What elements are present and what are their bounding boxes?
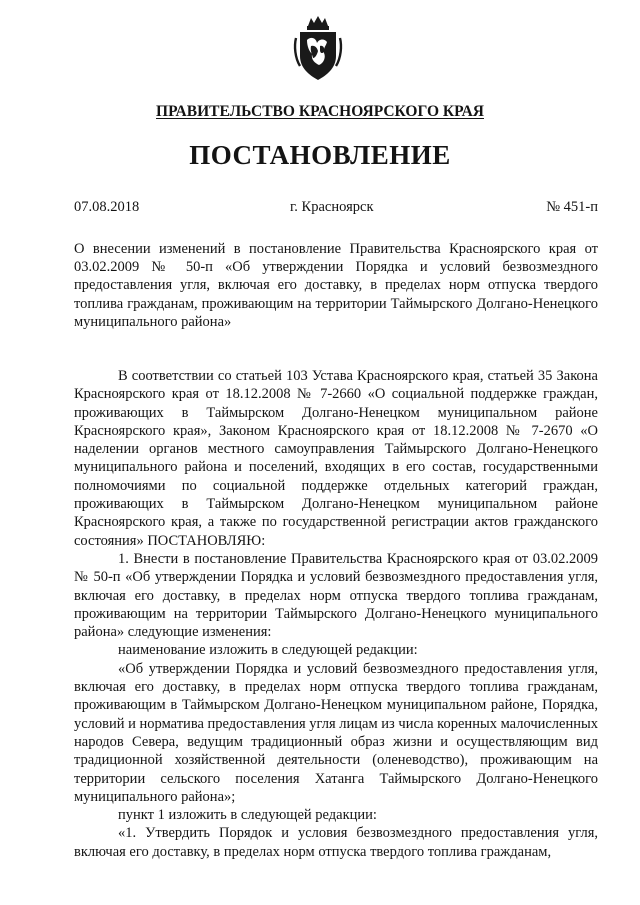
organization-title: ПРАВИТЕЛЬСТВО КРАСНОЯРСКОГО КРАЯ bbox=[156, 103, 484, 120]
document-number: № 451-п bbox=[546, 199, 598, 215]
body-paragraph: наименование изложить в следующей редакции: bbox=[118, 642, 418, 659]
document-date: 07.08.2018 bbox=[74, 199, 140, 215]
document-meta bbox=[74, 199, 598, 219]
body-paragraph: «1. Утвердить Порядок и условия безвозмездного предоставления угля, включая его доставку, в пределах норм отпуска твердого топлива гражданам, bbox=[74, 825, 598, 860]
document-body bbox=[74, 367, 598, 861]
document-type-title: ПОСТАНОВЛЕНИЕ bbox=[189, 140, 451, 170]
coat-of-arms-icon bbox=[293, 16, 343, 82]
body-paragraph: 1. Внести в постановление Правительства Красноярского края от 03.02.2009 № 50-п «Об утверждении Порядка и условий безвозмездного предоставления угля, включая его доставку, в пределах норм отпуска твердого топлива гражданам, проживающим на территории Таймырского Долгано-Ненецкого муниципального района» следующие изменения: bbox=[74, 550, 598, 641]
body-paragraph: пункт 1 изложить в следующей редакции: bbox=[118, 807, 377, 824]
body-paragraph: «Об утверждении Порядка и условий безвозмездного предоставления угля, включая его доставку, в пределах норм отпуска твердого топлива гражданам, проживающим в Таймырском Долгано-Ненецком муниципальном районе, Порядка, условий и норматива предоставления угля лицам из числа коренных малочисленных народов Севера, ведущим традиционный образ жизни и осуществляющим вид традиционной хозяйственной деятельности (оленеводство), проживающим на территории сельского поселения Хатанга Таймырского Долгано-Ненецкого муниципального района»; bbox=[74, 660, 598, 805]
document-city: г. Красноярск bbox=[290, 199, 374, 215]
document-subject: О внесении изменений в постановление Правительства Красноярского края от 03.02.2009 № 50-п «Об утверждении Порядка и условий безвозмездного предоставления угля, включая его доставку, в пределах норм отпуска твердого топлива гражданам, проживающим на территории Таймырского Долгано-Ненецкого муниципального района» bbox=[74, 241, 598, 330]
body-paragraph: В соответствии со статьей 103 Устава Красноярского края, статьей 35 Закона Красноярского края от 18.12.2008 № 7-2660 «О социальной поддержке граждан, проживающих в Таймырском Долгано-Ненецком муниципальном районе Красноярского края», Законом Красноярского края от 18.12.2008 № 7-2670 «О наделении органов местного самоуправления Таймырского Долгано-Ненецкого муниципального района и поселений, входящих в его состав, государственными полномочиями по социальной поддержке отдельных категорий граждан, проживающих в Таймырском Долгано-Ненецком муниципальном районе Красноярского края, а также по государственной регистрации актов гражданского состояния» ПОСТАНОВЛЯЮ: bbox=[74, 368, 598, 549]
